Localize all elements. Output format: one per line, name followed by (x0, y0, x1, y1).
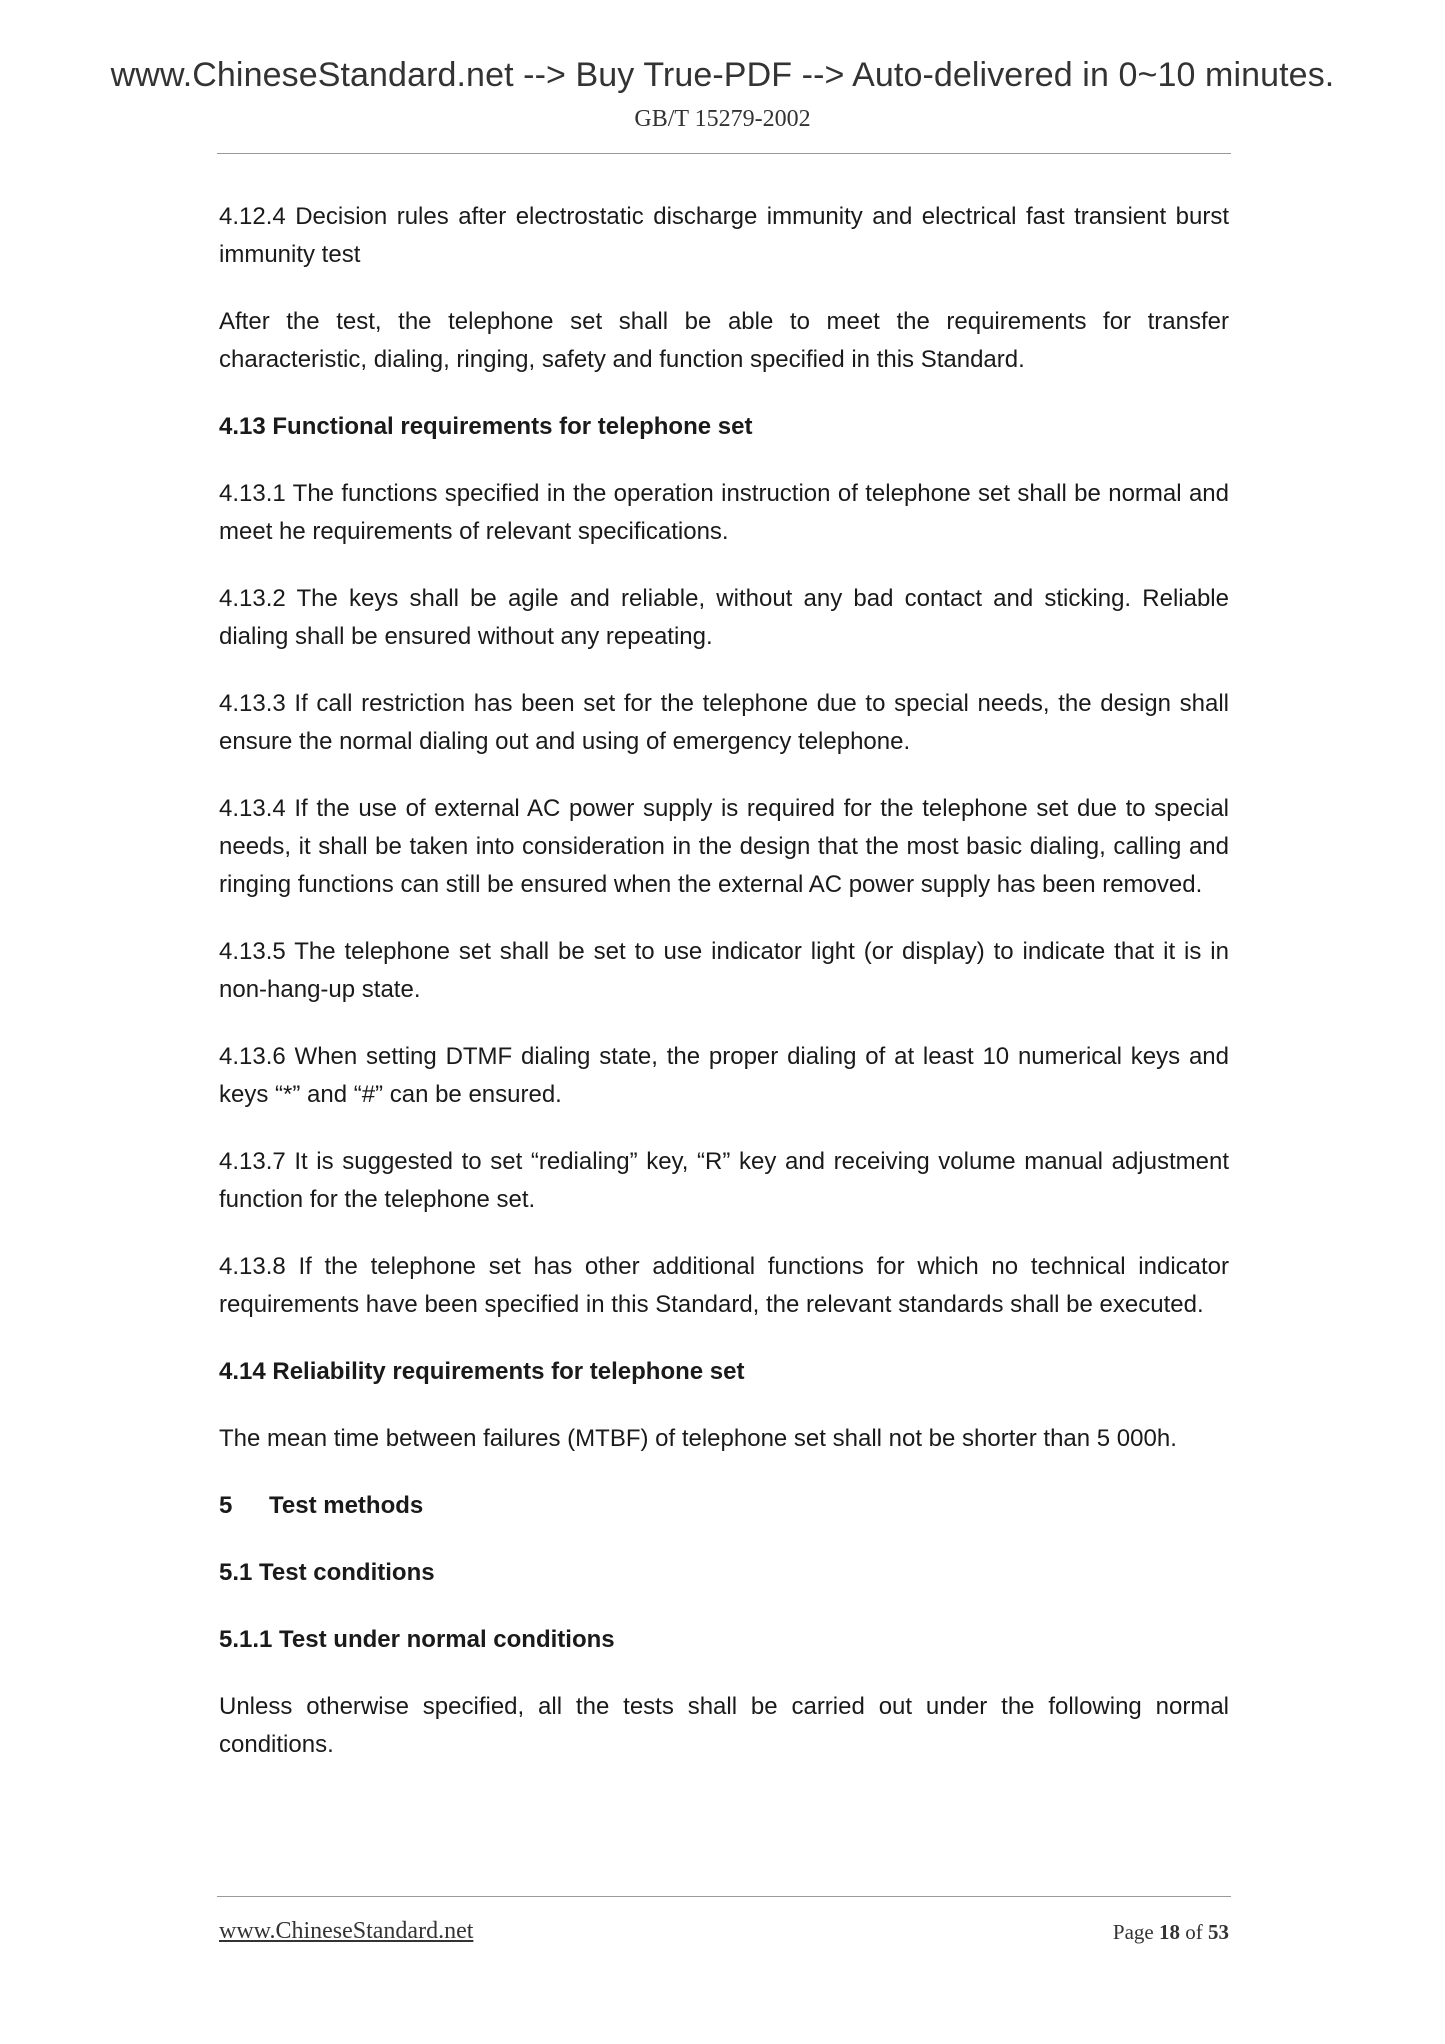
page-total: 53 (1208, 1920, 1229, 1944)
heading-4-14: 4.14 Reliability requirements for telephone set (219, 1358, 745, 1385)
paragraph-4-13-8: 4.13.8 If the telephone set has other additional functions for which no technical indicator requirements have been specified in this Standard, the relevant standards shall be executed. (219, 1253, 1229, 1318)
page-indicator (1113, 1920, 1229, 1945)
document-number: GB/T 15279-2002 (634, 106, 811, 132)
heading-5-1-1: 5.1.1 Test under normal conditions (219, 1626, 615, 1653)
paragraph-4-12-4: 4.12.4 Decision rules after electrostatic discharge immunity and electrical fast transient burst immunity test (219, 203, 1229, 268)
heading-5 (219, 1487, 1229, 1525)
page-word: Page (1112, 1920, 1154, 1944)
footer-divider (217, 1896, 1231, 1897)
paragraph-4-13-5: 4.13.5 The telephone set shall be set to use indicator light (or display) to indicate that it is in non-hang-up state. (219, 938, 1229, 1003)
heading-5-1: 5.1 Test conditions (219, 1559, 435, 1586)
document-body (219, 198, 1229, 1793)
paragraph-4-13-6: 4.13.6 When setting DTMF dialing state, the proper dialing of at least 10 numerical keys and keys “*” and “#” can be ensured. (219, 1043, 1229, 1108)
page-of: of (1185, 1920, 1203, 1944)
heading-4-13: 4.13 Functional requirements for telephone set (219, 413, 753, 440)
page-current: 18 (1159, 1920, 1180, 1944)
paragraph-4-13-2: 4.13.2 The keys shall be agile and reliable, without any bad contact and sticking. Reliable dialing shall be ensured without any repeating. (219, 585, 1229, 650)
header-banner: www.ChineseStandard.net --> Buy True-PDF --> Auto-delivered in 0~10 minutes. (110, 56, 1335, 94)
paragraph-4-13-4: 4.13.4 If the use of external AC power supply is required for the telephone set due to special needs, it shall be taken into consideration in the design that the most basic dialing, calling and ringing functions can still be ensured when the external AC power supply has been removed. (219, 795, 1229, 898)
paragraph-normal-conditions: Unless otherwise specified, all the tests shall be carried out under the following normal conditions. (219, 1693, 1229, 1758)
paragraph-decision-result: After the test, the telephone set shall be able to meet the requirements for transfer characteristic, dialing, ringing, safety and function specified in this Standard. (219, 308, 1229, 373)
paragraph-mtbf: The mean time between failures (MTBF) of telephone set shall not be shorter than 5 000h. (219, 1425, 1177, 1452)
paragraph-4-13-3: 4.13.3 If call restriction has been set for the telephone due to special needs, the design shall ensure the normal dialing out and using of emergency telephone. (219, 690, 1229, 755)
footer-site-link[interactable]: www.ChineseStandard.net (219, 1918, 474, 1944)
paragraph-4-13-1: 4.13.1 The functions specified in the operation instruction of telephone set shall be normal and meet he requirements of relevant specifications. (219, 480, 1229, 545)
heading-5-text: Test methods (269, 1492, 424, 1519)
heading-5-number: 5 (219, 1492, 233, 1519)
paragraph-4-13-7: 4.13.7 It is suggested to set “redialing” key, “R” key and receiving volume manual adjustment function for the telephone set. (219, 1148, 1229, 1213)
header-divider (217, 153, 1231, 154)
